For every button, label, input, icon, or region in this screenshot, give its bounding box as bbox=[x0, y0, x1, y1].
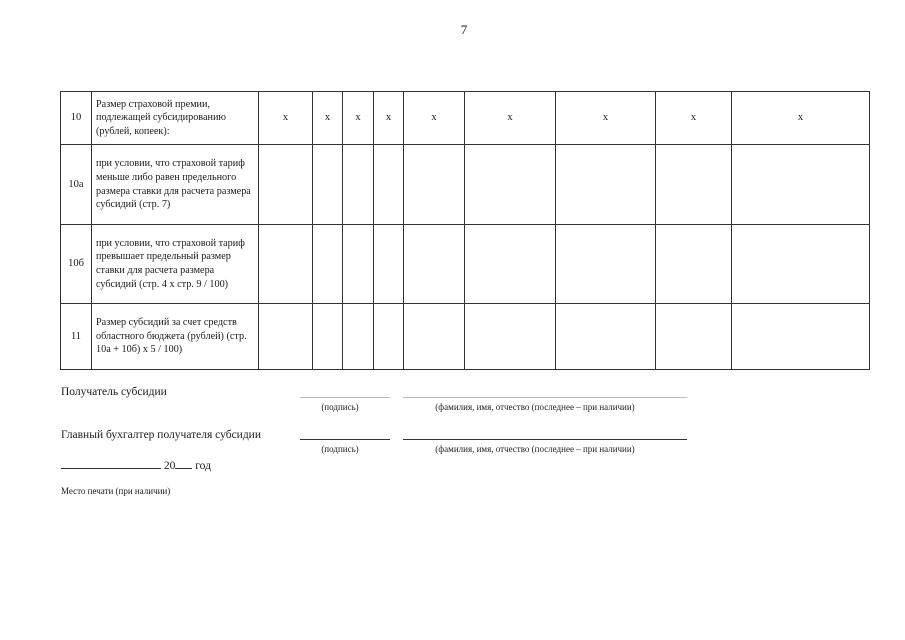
accountant-label: Главный бухгалтер получателя субсидии bbox=[61, 429, 261, 441]
row-number: 10 bbox=[61, 92, 92, 145]
table-cell bbox=[259, 145, 313, 225]
table-cell: x bbox=[556, 92, 656, 145]
table-cell bbox=[374, 145, 404, 225]
table-cell: x bbox=[404, 92, 465, 145]
row-description: при условии, что страховой тариф превышает предельный размер ставки для расчета размера субсидий (стр. 4 х стр. 9 / 100) bbox=[92, 225, 259, 304]
row-description: Размер страховой премии, подлежащей субсидированию (рублей, копеек): bbox=[92, 92, 259, 145]
date-line bbox=[61, 457, 211, 472]
table-cell: x bbox=[343, 92, 374, 145]
table-cell bbox=[732, 304, 870, 370]
table-cell bbox=[343, 225, 374, 304]
table-cell bbox=[465, 304, 556, 370]
table-row bbox=[61, 145, 870, 225]
date-year-suffix: год bbox=[195, 460, 211, 472]
recipient-label: Получатель субсидии bbox=[61, 386, 167, 398]
table-cell bbox=[404, 225, 465, 304]
table-cell bbox=[404, 145, 465, 225]
table-cell bbox=[465, 145, 556, 225]
table-cell bbox=[374, 304, 404, 370]
table-cell bbox=[374, 225, 404, 304]
accountant-name-line bbox=[403, 439, 687, 440]
table-cell: x bbox=[465, 92, 556, 145]
accountant-signature-caption: (подпись) bbox=[321, 444, 359, 454]
subsidy-calculation-table bbox=[60, 91, 870, 370]
page-number: 7 bbox=[460, 22, 468, 37]
recipient-signature-line bbox=[300, 397, 390, 398]
accountant-signature-line bbox=[300, 439, 390, 440]
date-year-blank bbox=[175, 457, 192, 469]
table-cell bbox=[259, 304, 313, 370]
table-row bbox=[61, 304, 870, 370]
row-description: при условии, что страховой тариф меньше либо равен предельного размера ставки для расчета размера субсидий (стр. 7) bbox=[92, 145, 259, 225]
row-number: 10б bbox=[61, 225, 92, 304]
table-cell: x bbox=[259, 92, 313, 145]
recipient-signature-caption: (подпись) bbox=[321, 402, 359, 412]
table-cell bbox=[404, 304, 465, 370]
table-cell bbox=[732, 145, 870, 225]
table-cell bbox=[656, 304, 732, 370]
row-number: 10а bbox=[61, 145, 92, 225]
table-cell bbox=[343, 145, 374, 225]
table-cell bbox=[313, 304, 343, 370]
table-cell bbox=[656, 225, 732, 304]
accountant-name-caption: (фамилия, имя, отчество (последнее – при наличии) bbox=[435, 444, 635, 454]
row-description: Размер субсидий за счет средств областного бюджета (рублей) (стр. 10а + 10б) х 5 / 100) bbox=[92, 304, 259, 370]
table-cell: x bbox=[656, 92, 732, 145]
table-row bbox=[61, 225, 870, 304]
row-number: 11 bbox=[61, 304, 92, 370]
table-cell bbox=[343, 304, 374, 370]
table-cell: x bbox=[313, 92, 343, 145]
table-cell bbox=[556, 145, 656, 225]
table-cell bbox=[732, 225, 870, 304]
date-year-prefix: 20 bbox=[163, 460, 176, 472]
date-day-month-blank bbox=[61, 457, 161, 469]
recipient-name-caption: (фамилия, имя, отчество (последнее – при наличии) bbox=[435, 402, 635, 412]
table-cell bbox=[259, 225, 313, 304]
stamp-note: Место печати (при наличии) bbox=[61, 486, 171, 496]
table-cell bbox=[313, 225, 343, 304]
table-cell bbox=[656, 145, 732, 225]
table-cell bbox=[556, 304, 656, 370]
table-cell bbox=[556, 225, 656, 304]
table-cell: x bbox=[374, 92, 404, 145]
table-cell: x bbox=[732, 92, 870, 145]
table-row bbox=[61, 92, 870, 145]
table-cell bbox=[465, 225, 556, 304]
table-cell bbox=[313, 145, 343, 225]
recipient-name-line bbox=[403, 397, 687, 398]
